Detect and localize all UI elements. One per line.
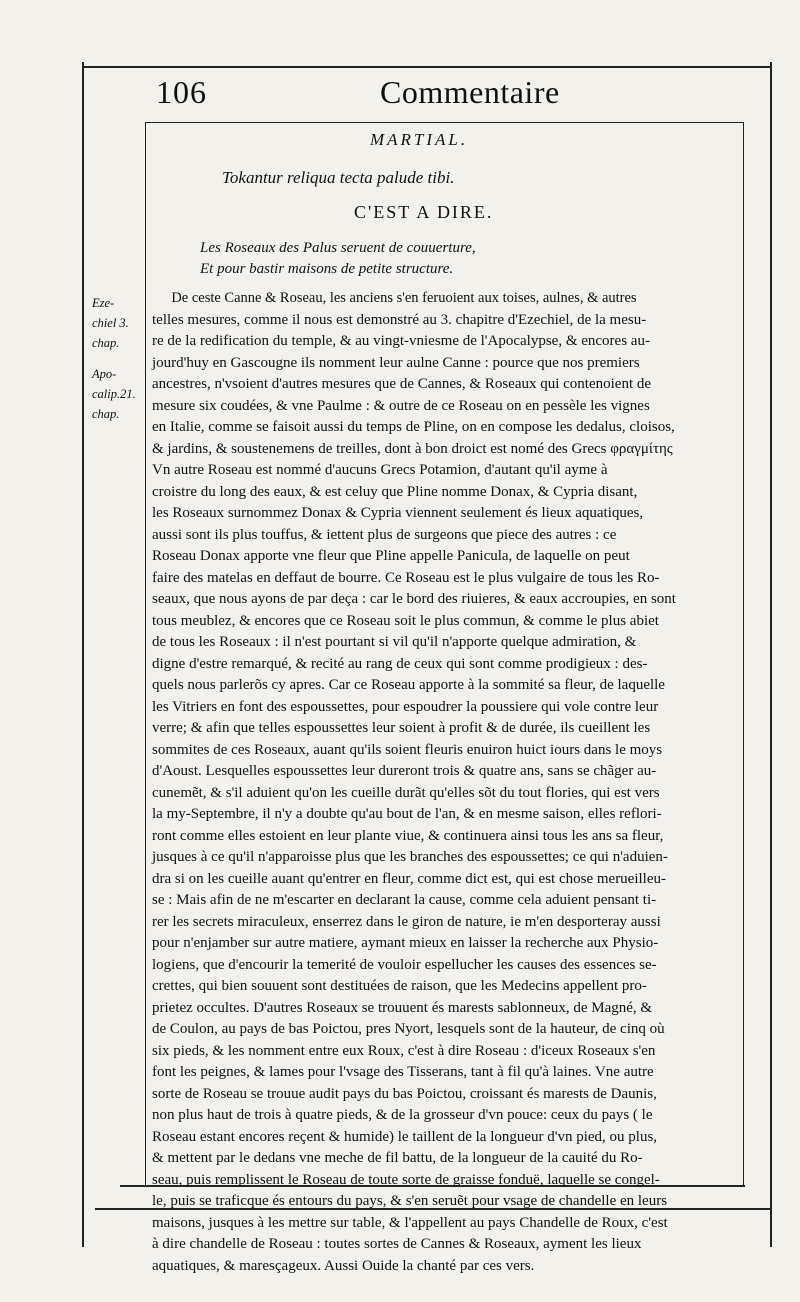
body-line: maisons, jusques à les mettre sur table, & l'appellent au pays Chandelle de Roux, c'est: [152, 1214, 668, 1231]
body-line: non plus haut de trois à quatre pieds, & de la grosseur d'vn pouce: ceux du pays ( le: [152, 1107, 653, 1123]
body-line: Vn autre Roseau est nommé d'aucuns Grecs Potamion, d'autant qu'il ayme à: [152, 462, 608, 478]
body-line: croistre du long des eaux, & est celuy que Pline nomme Donax, & Cypria disant,: [152, 483, 638, 500]
body-line: sorte de Roseau se trouue audit pays du bas Poictou, croissant és marests de Daunis,: [152, 1085, 657, 1102]
body-line: seaux, que nous ayons de par deça : car le bord des riuieres, & eaux accroupies, en sont: [152, 591, 676, 607]
body-line: faire des matelas en deffaut de bourre. Ce Roseau est le plus vulgaire de tous les Ro-: [152, 569, 660, 586]
body-line: font les peignes, & lames pour l'vsage des Tisserans, tant à fil qu'à laines. Vne autre: [152, 1064, 654, 1080]
running-head: Commentaire: [380, 74, 560, 110]
body-line: ancestres, n'vsoient d'autres mesures que de Cannes, & Roseaux qui contenoient de: [152, 376, 652, 392]
body-line: dra si on les cueille auant qu'entrer en fleur, comme dict est, qui est chose merueilleu-: [152, 870, 666, 887]
body-line: les Roseaux surnommez Donax & Cypria viennent seulement és lieux aquatiques,: [152, 505, 644, 521]
body-line: tous meublez, & encores que ce Roseau soit le plus commun, & comme le plus abiet: [152, 612, 659, 629]
margin-note-ezechiel: [92, 293, 140, 353]
body-line: mesure six coudées, & vne Paulme : & outre de ce Roseau on en pessèle les vignes: [152, 397, 650, 414]
body-line: six pieds, & les nomment entre eux Roux, c'est à dire Roseau : d'iceux Roseaux s'en: [152, 1042, 656, 1059]
body-line: rer les secrets miraculeux, enserrez dans le giron de nature, ie m'en desporteray aussi: [152, 913, 661, 930]
body-line: pour n'enjamber sur autre matiere, aymant mieux en laisser la recherche aux Physio-: [152, 935, 659, 951]
body-line: verre; & afin que telles espoussettes leur soient à profit & de durée, ils cueillent les: [152, 720, 651, 736]
body-line: d'Aoust. Lesquelles espoussettes leur dureront trois & quatre ans, sans se chãger au-: [152, 763, 657, 779]
body-line: aussi sont ils plus touffus, & iettent plus de surgeons que piece des autres : ce: [152, 526, 617, 543]
body-text: [152, 288, 737, 1277]
body-line: crettes, qui bien souuent sont destituées de raison, que les Medecins appellent pro-: [152, 978, 647, 994]
margin-note-line: Apo-: [92, 367, 117, 381]
margin-note-line: chiel 3.: [92, 316, 129, 330]
body-line: quels nous parlerõs cy apres. Car ce Roseau apporte à la sommité sa fleur, de laquelle: [152, 677, 665, 693]
body-line: à dire chandelle de Roseau : toutes sortes de Cannes & Roseaux, ayment les lieux: [152, 1236, 642, 1252]
body-line: re de la redification du temple, & au vingt-vniesme de l'Apocalypse, & encores au-: [152, 333, 650, 349]
margin-note-line: chap.: [92, 407, 120, 421]
page-number: 106: [156, 74, 207, 110]
body-line: Roseau estant encores reçent & humide) le taillent de la longueur d'vn pied, ou plus,: [152, 1128, 658, 1145]
margin-note-apocalipse: [92, 364, 140, 424]
latin-line: Tokantur reliqua tecta palude tibi.: [222, 168, 455, 187]
margin-note-line: Eze-: [92, 296, 115, 310]
body-line: jourd'huy en Gascougne ils nomment leur aulne Canne : pource que nos premiers: [152, 354, 640, 371]
body-line: & mettent par le dedans vne meche de fil battu, de la longueur de la cauité du Ro-: [152, 1150, 643, 1166]
body-line: logiens, que d'encourir la temerité de vouloir espellucher les causes des essences se-: [152, 956, 657, 973]
body-line: le, puis se traficque és entours du pays, & s'en seruẽt pour vsage de chandelle en leurs: [152, 1193, 668, 1209]
outer-left-rule: [82, 62, 84, 1247]
body-line: & jardins, & soustenemens de treilles, dont à bon droict est nomé des Grecs φραγμίτης: [152, 440, 673, 457]
outer-right-rule: [770, 62, 772, 1247]
section-title: C'EST A DIRE.: [354, 202, 494, 222]
verse-line: Et pour bastir maisons de petite structure.: [200, 261, 454, 277]
body-line: se : Mais afin de ne m'escarter en declarant la cause, comme cela aduient pensant ti-: [152, 892, 657, 908]
body-line: aquatiques, & maresçageux. Aussi Ouide la chanté par ces vers.: [152, 1257, 535, 1274]
body-line: sommites de ces Roseaux, auant qu'ils soient fleuris enuiron huict iours dans le moys: [152, 741, 663, 758]
body-line: De ceste Canne & Roseau, les anciens s'en feruoient aux toises, aulnes, & autres: [171, 290, 637, 306]
body-line: de tous les Roseaux : il n'est pourtant si vil qu'il n'apporte quelque admiration, &: [152, 634, 637, 650]
body-line: jusques à ce qu'il n'apparoisse plus que les branches des espoussettes; ce qui n'aduien-: [152, 849, 668, 865]
body-line: ront comme elles estoient en leur plante viue, & continuera ainsi tous les ans sa fleur,: [152, 827, 664, 844]
body-line: digne d'estre remarqué, & recité au rang de ceux qui sont comme prodigieux : des-: [152, 655, 648, 672]
body-line: de Coulon, au pays de bas Poictou, pres Nyort, lesquels sont de la hauteur, de cinq où: [152, 1021, 665, 1037]
body-line: prietez occultes. D'autres Roseaux se trouuent és marests sablonneux, de Magné, &: [152, 999, 653, 1016]
top-rule: [82, 66, 772, 68]
body-line: seau, puis remplissent le Roseau de toute sorte de graisse fonduë, laquelle se congel-: [152, 1171, 660, 1188]
poem-author: MARTIAL.: [370, 130, 469, 149]
verse-line: Les Roseaux des Palus seruent de couuerture,: [200, 240, 476, 256]
body-line: Roseau Donax apporte vne fleur que Pline appelle Panicula, de laquelle on peut: [152, 548, 630, 564]
body-line: telles mesures, comme il nous est demonstré au 3. chapitre d'Ezechiel, de la mesu-: [152, 311, 647, 328]
body-line: cunemẽt, & s'il aduient qu'on les cueille durãt qu'elles sõt du tout flories, qui est vers: [152, 784, 660, 801]
page-header: [150, 70, 570, 114]
margin-note-line: calip.21.: [92, 387, 136, 401]
body-line: les Vitriers en font des espoussettes, pour espoudrer la poussiere qui vole contre leur: [152, 698, 659, 715]
margin-note-line: chap.: [92, 336, 120, 350]
body-line: la my-Septembre, il n'y a doubte qu'au bout de l'an, & en mesme saison, elles reflori-: [152, 806, 662, 822]
body-line: en Italie, comme se faisoit aussi du temps de Pline, on en compose les dedalus, cloisos,: [152, 419, 675, 435]
